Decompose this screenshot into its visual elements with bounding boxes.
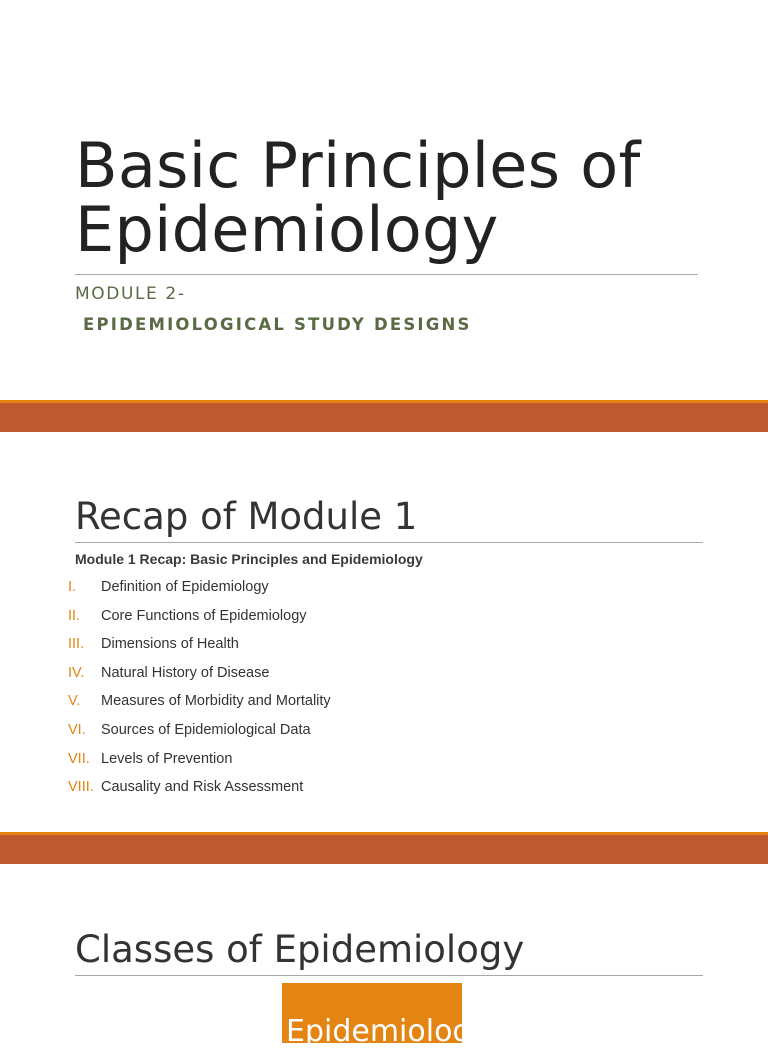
list-item-text: Definition of Epidemiology [101,579,269,595]
list-item-text: Natural History of Disease [101,664,270,681]
list-item-text: Core Functions of Epidemiology [101,607,307,624]
epidemiology-box-label: Epidemiology [286,1014,490,1049]
list-item [68,751,331,780]
list-item-number: II. [68,607,81,624]
list-item-number: VII. [68,750,90,767]
list-item-text: Causality and Risk Assessment [101,779,304,796]
list-item [68,608,331,637]
list-item-number: VIII. [68,779,94,796]
recap-list [68,579,331,808]
module-subtitle: EPIDEMIOLOGICAL STUDY DESIGNS [83,315,472,334]
list-item-text: Dimensions of Health [101,636,239,653]
module-label: MODULE 2- [75,284,186,304]
list-item-number: IV. [68,664,85,681]
slide-2-title: Recap of Module 1 [75,495,418,538]
list-item [68,779,331,808]
title-divider [75,274,698,275]
list-item-number: III. [68,636,85,653]
list-item-number: I. [68,579,77,595]
epidemiology-box [282,983,490,1049]
list-item [68,722,331,751]
list-item [68,665,331,694]
title-divider [75,542,703,543]
list-item-number: VI. [68,721,86,738]
recap-subheading: Module 1 Recap: Basic Principles and Epidemiology [75,551,423,567]
list-item-text: Sources of Epidemiological Data [101,721,311,738]
list-item-text: Levels of Prevention [101,750,233,767]
list-item [68,693,331,722]
slide-separator [0,403,768,432]
title-divider [75,975,703,976]
list-item-text: Measures of Morbidity and Mortality [101,693,331,710]
list-item [68,636,331,665]
list-item [68,579,331,608]
list-item-number: V. [68,693,81,710]
slide-1-title: Basic Principles of Epidemiology [75,129,641,266]
slide-3-title: Classes of Epidemiology [75,928,525,971]
slide-separator [0,835,768,864]
